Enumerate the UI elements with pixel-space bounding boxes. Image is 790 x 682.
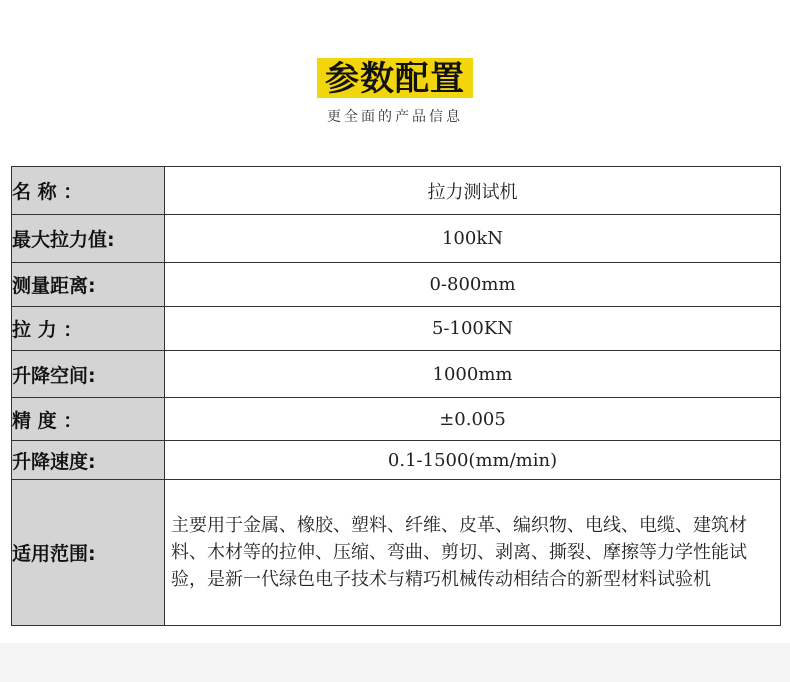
spec-table xyxy=(11,166,781,626)
spec-value: 100kN xyxy=(165,215,781,263)
section-subtitle: 更全面的产品信息 xyxy=(327,109,463,125)
spec-value: 5-100KN xyxy=(165,307,781,351)
spec-label: 测量距离: xyxy=(12,263,165,307)
spec-row-precision xyxy=(12,398,781,441)
spec-row-lift-speed xyxy=(12,441,781,480)
spec-label: 适用范围: xyxy=(12,480,165,626)
spec-row-max-force xyxy=(12,215,781,263)
spec-label: 名 称 ： xyxy=(12,167,165,215)
spec-label: 拉 力 ： xyxy=(12,307,165,351)
spec-label: 升降空间: xyxy=(12,351,165,398)
spec-label: 升降速度: xyxy=(12,441,165,480)
spec-row-application xyxy=(12,480,781,626)
spec-value: 0.1-1500(mm/min) xyxy=(165,441,781,480)
spec-row-lift-space xyxy=(12,351,781,398)
footer-band xyxy=(0,643,790,682)
spec-value: 1000mm xyxy=(165,351,781,398)
spec-row-force xyxy=(12,307,781,351)
spec-value: 0-800mm xyxy=(165,263,781,307)
spec-value: ±0.005 xyxy=(165,398,781,441)
spec-label: 精 度 ： xyxy=(12,398,165,441)
spec-row-name xyxy=(12,167,781,215)
header xyxy=(0,58,790,126)
spec-value: 拉力测试机 xyxy=(165,167,781,215)
spec-row-distance xyxy=(12,263,781,307)
section-title: 参数配置 xyxy=(317,58,473,98)
spec-label: 最大拉力值: xyxy=(12,215,165,263)
spec-value: 主要用于金属、橡胶、塑料、纤维、皮革、编织物、电线、电缆、建筑材料、木材等的拉伸、压缩、弯曲、剪切、剥离、撕裂、摩擦等力学性能试验，是新一代绿色电子技术与精巧机械传动相结合的新型材料试验机 xyxy=(165,480,781,626)
